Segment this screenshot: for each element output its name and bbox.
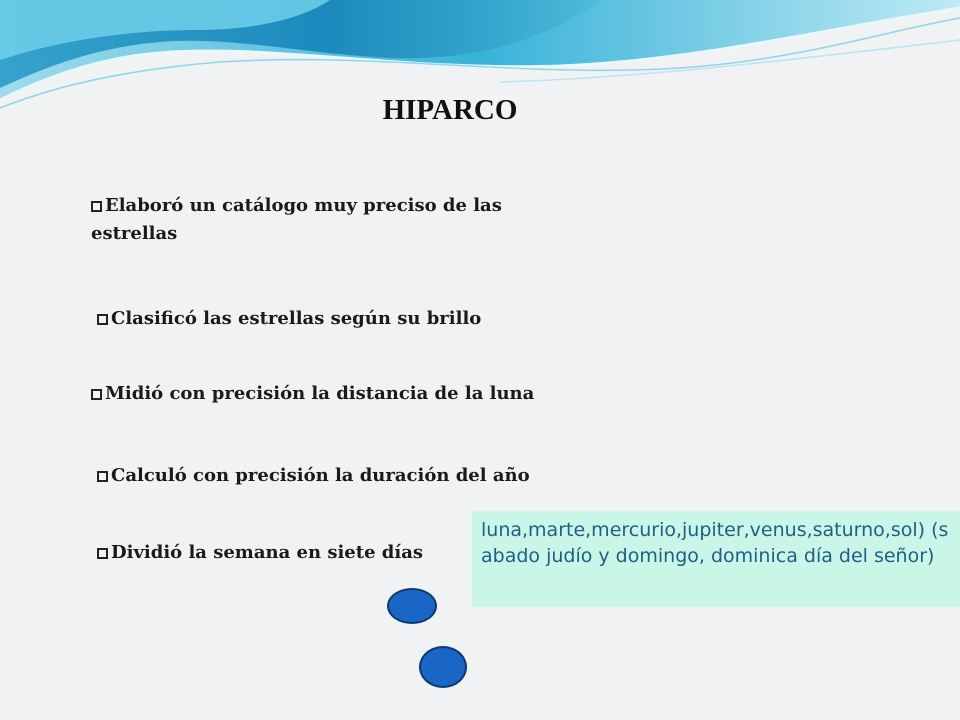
note-text: luna,marte,mercurio,jupiter,venus,saturno,sol) (sabado judío y domingo, dominica día del señor): [481, 519, 949, 567]
action-button-bottom[interactable]: [419, 646, 467, 688]
bullet-week-days: [97, 539, 423, 567]
bullet-moon-distance: [91, 380, 534, 408]
bullet-brightness: [97, 305, 481, 333]
square-bullet-icon: [97, 471, 108, 482]
bullet-text: Clasificó las estrellas según su brillo: [111, 308, 482, 329]
slide-title: HIPARCO: [382, 94, 518, 126]
bullet-text: Midió con precisión la distancia de la luna: [105, 383, 535, 404]
bullet-text: Calculó con precisión la duración del año: [111, 465, 530, 486]
square-bullet-icon: [91, 389, 102, 400]
bullet-year-duration: [97, 462, 530, 490]
bullet-text: Dividió la semana en siete días: [111, 542, 424, 563]
bullet-text: Elaboró un catálogo muy preciso de las estrellas: [91, 195, 502, 244]
bullet-catalog: [91, 192, 561, 248]
square-bullet-icon: [91, 201, 102, 212]
square-bullet-icon: [97, 548, 108, 559]
square-bullet-icon: [97, 314, 108, 325]
action-button-top[interactable]: [387, 588, 437, 624]
note-box: [472, 511, 960, 607]
